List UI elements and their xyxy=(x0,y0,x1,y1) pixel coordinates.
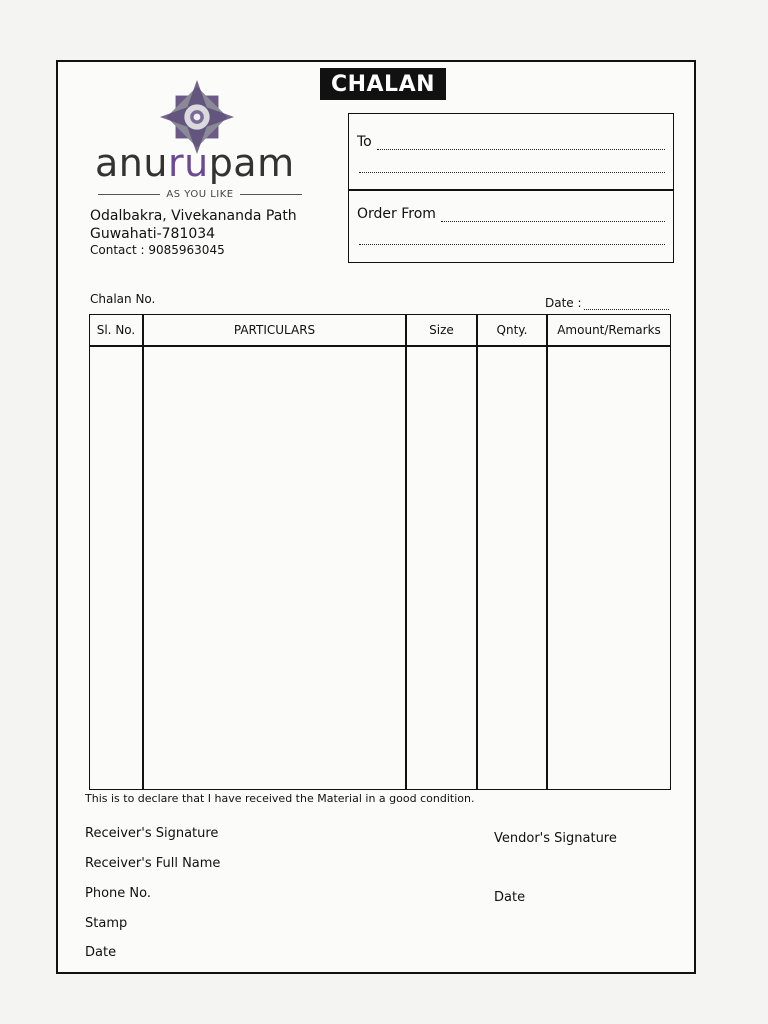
address-line-2: Guwahati-781034 xyxy=(90,226,216,242)
to-field[interactable] xyxy=(357,134,665,150)
date-field[interactable] xyxy=(545,296,669,310)
receiver-date-label: Date xyxy=(85,945,117,960)
order-from-fill-line-2[interactable] xyxy=(359,244,665,245)
brand-tagline xyxy=(98,189,302,200)
vendor-signature-label: Vendor's Signature xyxy=(494,831,617,846)
table-header-divider xyxy=(90,345,670,347)
date-label: Date : xyxy=(545,296,582,310)
vendor-date-label: Date xyxy=(494,890,526,905)
tagline-rule-left xyxy=(98,194,160,195)
contact-number: Contact : 9085963045 xyxy=(90,243,225,257)
chalan-number-label: Chalan No. xyxy=(90,292,156,306)
to-label: To xyxy=(357,134,372,150)
order-from-label: Order From xyxy=(357,206,436,222)
column-header-sl-no: Sl. No. xyxy=(96,323,136,337)
column-divider xyxy=(405,315,407,789)
brand-name: anurupam xyxy=(95,141,295,185)
column-divider xyxy=(142,315,144,789)
phone-number-label: Phone No. xyxy=(85,886,151,901)
declaration-text: This is to declare that I have received the Material in a good condition. xyxy=(85,792,475,805)
tagline-text: AS YOU LIKE xyxy=(166,189,234,200)
items-table xyxy=(89,314,671,790)
stamp-label: Stamp xyxy=(85,916,128,931)
order-from-fill-line xyxy=(441,211,665,222)
column-divider xyxy=(476,315,478,789)
receiver-full-name-label: Receiver's Full Name xyxy=(85,856,221,871)
document-title: CHALAN xyxy=(320,68,446,100)
recipient-box xyxy=(348,113,674,263)
address-line-1: Odalbakra, Vivekananda Path xyxy=(90,208,297,224)
receiver-signature-label: Receiver's Signature xyxy=(85,826,219,841)
tagline-rule-right xyxy=(240,194,302,195)
column-header-size: Size xyxy=(429,323,454,337)
recipient-divider xyxy=(349,189,673,191)
column-header-particulars: PARTICULARS xyxy=(233,323,316,337)
order-from-field[interactable] xyxy=(357,206,665,222)
column-header-quantity: Qnty. xyxy=(496,323,528,337)
to-fill-line-2[interactable] xyxy=(359,172,665,173)
column-header-amount-remarks: Amount/Remarks xyxy=(557,323,661,337)
date-fill-line xyxy=(584,301,669,310)
column-divider xyxy=(546,315,548,789)
to-fill-line xyxy=(377,139,665,150)
